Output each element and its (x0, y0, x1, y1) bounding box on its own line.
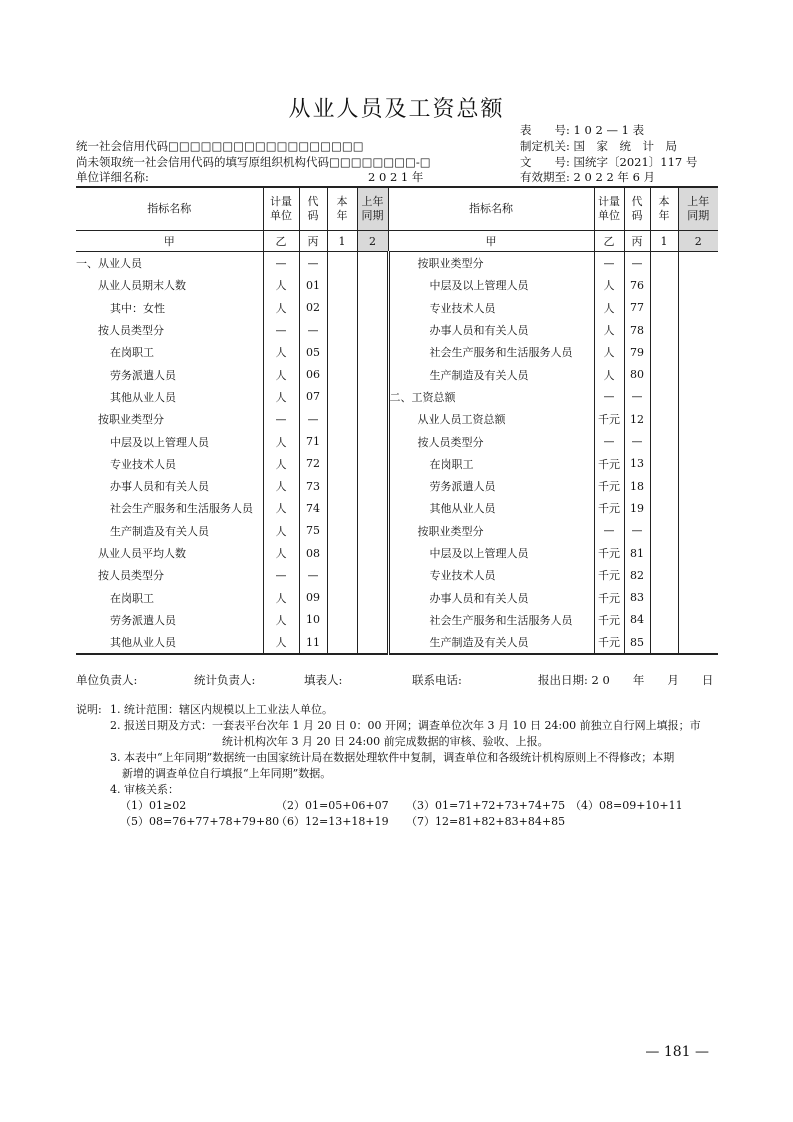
unit-cell-right: 人 (594, 319, 624, 341)
org-code-line: 尚未领取统一社会信用代码的填写原组织机构代码□□□□□□□□-□ (76, 155, 431, 169)
last-year-cell-right[interactable] (678, 341, 718, 363)
last-year-cell-right[interactable] (678, 475, 718, 497)
code-cell-right: — (624, 430, 650, 452)
table-row (76, 363, 718, 385)
last-year-cell-right[interactable] (678, 274, 718, 296)
code-cell: 01 (299, 274, 327, 296)
unit-cell: 人 (263, 386, 299, 408)
table-row (76, 586, 718, 608)
this-year-cell-right[interactable] (650, 564, 678, 586)
header-this-year-right: 本 年 (650, 188, 678, 231)
code-cell-right: 79 (624, 341, 650, 363)
unit-cell-right: — (594, 430, 624, 452)
indicator-name-right: 办事人员和有关人员 (388, 586, 594, 608)
this-year-cell-right[interactable] (650, 363, 678, 385)
credit-code-line: 统一社会信用代码□□□□□□□□□□□□□□□□□□ (76, 139, 364, 153)
last-year-cell-right[interactable] (678, 520, 718, 542)
unit-cell: 人 (263, 475, 299, 497)
this-year-cell-right[interactable] (650, 252, 678, 275)
unit-cell: 人 (263, 453, 299, 475)
audit-item: （3）01=71+72+73+74+75 (406, 799, 566, 812)
code-cell: 05 (299, 341, 327, 363)
last-year-cell[interactable] (357, 453, 388, 475)
indicator-name-right: 按职业类型分 (388, 520, 594, 542)
table-row (76, 252, 718, 275)
header-code-right: 代 码 (624, 188, 650, 231)
code-cell: — (299, 319, 327, 341)
this-year-cell-right[interactable] (650, 497, 678, 519)
last-year-cell[interactable] (357, 631, 388, 654)
this-year-cell[interactable] (327, 408, 357, 430)
code-cell-right: 76 (624, 274, 650, 296)
last-year-cell-right[interactable] (678, 631, 718, 654)
header-unit: 计量 单位 (263, 188, 299, 231)
this-year-cell-right[interactable] (650, 609, 678, 631)
last-year-cell[interactable] (357, 252, 388, 275)
last-year-cell-right[interactable] (678, 363, 718, 385)
code-cell-right: 84 (624, 609, 650, 631)
sub-code: 丙 (299, 231, 327, 252)
table-row (76, 453, 718, 475)
header-indicator-name-right: 指标名称 (388, 188, 594, 231)
last-year-cell-right[interactable] (678, 564, 718, 586)
this-year-cell[interactable] (327, 453, 357, 475)
this-year-cell[interactable] (327, 564, 357, 586)
note-1: 1. 统计范围：辖区内规模以上工业法人单位。 (110, 703, 333, 716)
table-row (76, 542, 718, 564)
code-cell-right: 83 (624, 586, 650, 608)
header-last-year: 上年 同期 (357, 188, 388, 231)
unit-cell: 人 (263, 586, 299, 608)
last-year-cell-right[interactable] (678, 586, 718, 608)
unit-cell-right: 千元 (594, 564, 624, 586)
indicator-name-right: 二、工资总额 (388, 386, 594, 408)
unit-cell-right: 人 (594, 363, 624, 385)
indicator-name: 劳务派遣人员 (110, 368, 176, 382)
indicator-name: 在岗职工 (110, 591, 154, 605)
this-year-cell[interactable] (327, 586, 357, 608)
code-cell: 02 (299, 297, 327, 319)
table-row (76, 520, 718, 542)
header-this-year: 本 年 (327, 188, 357, 231)
this-year-cell-right[interactable] (650, 319, 678, 341)
this-year-cell[interactable] (327, 274, 357, 296)
unit-cell-right: — (594, 386, 624, 408)
audit-item: （4）08=09+10+11 (570, 799, 683, 812)
note-3a: 3. 本表中“上年同期”数据统一由国家统计局在数据处理软件中复制，调查单位和各级统计机构原则上不得修改；本期 (110, 751, 675, 764)
code-cell: 07 (299, 386, 327, 408)
phone-label: 联系电话: (412, 673, 462, 687)
unit-cell: 人 (263, 341, 299, 363)
indicator-name-right: 中层及以上管理人员 (388, 542, 594, 564)
indicator-name: 办事人员和有关人员 (110, 480, 209, 494)
unit-cell: 人 (263, 520, 299, 542)
code-cell-right: 85 (624, 631, 650, 654)
table-row (76, 475, 718, 497)
unit-cell: — (263, 564, 299, 586)
audit-item: （2）01=05+06+07 (276, 799, 389, 812)
last-year-cell-right[interactable] (678, 497, 718, 519)
last-year-cell[interactable] (357, 363, 388, 385)
last-year-cell-right[interactable] (678, 542, 718, 564)
code-cell: — (299, 564, 327, 586)
indicator-name: 其中：女性 (110, 301, 165, 315)
indicator-name: 其他从业人员 (76, 631, 263, 654)
unit-cell-right: 千元 (594, 542, 624, 564)
indicator-name: 中层及以上管理人员 (110, 435, 209, 449)
code-cell-right: 12 (624, 408, 650, 430)
code-cell-right: — (624, 520, 650, 542)
this-year-cell-right[interactable] (650, 542, 678, 564)
this-year-cell[interactable] (327, 497, 357, 519)
table-subheader-row (76, 231, 718, 252)
last-year-cell-right[interactable] (678, 453, 718, 475)
unit-cell: 人 (263, 430, 299, 452)
last-year-cell[interactable] (357, 408, 388, 430)
indicator-name: 其他从业人员 (110, 390, 176, 404)
form-number: 表 号: 1 0 2 — 1 表 (520, 123, 645, 137)
code-cell: — (299, 252, 327, 275)
indicator-name-right: 专业技术人员 (388, 564, 594, 586)
indicator-name-right: 社会生产服务和生活服务人员 (388, 341, 594, 363)
last-year-cell[interactable] (357, 274, 388, 296)
last-year-cell-right[interactable] (678, 386, 718, 408)
indicator-table (76, 188, 718, 655)
indicator-name: 按人员类型分 (98, 569, 164, 583)
last-year-cell[interactable] (357, 319, 388, 341)
unit-cell-right: 千元 (594, 497, 624, 519)
this-year-cell[interactable] (327, 609, 357, 631)
indicator-name-right: 在岗职工 (388, 453, 594, 475)
indicator-name: 生产制造及有关人员 (110, 524, 209, 538)
table-row (76, 297, 718, 319)
filler-label: 填表人: (304, 673, 343, 687)
indicator-name-right: 从业人员工资总额 (388, 408, 594, 430)
this-year-cell[interactable] (327, 297, 357, 319)
last-year-cell-right[interactable] (678, 319, 718, 341)
sub-name: 甲 (76, 231, 263, 252)
indicator-name: 在岗职工 (110, 346, 154, 360)
unit-cell: 人 (263, 609, 299, 631)
sub-name-right: 甲 (388, 231, 594, 252)
unit-cell-right: 千元 (594, 475, 624, 497)
this-year-cell-right[interactable] (650, 274, 678, 296)
last-year-cell[interactable] (357, 542, 388, 564)
code-cell-right: — (624, 386, 650, 408)
this-year-cell-right[interactable] (650, 631, 678, 654)
indicator-name-right: 专业技术人员 (388, 297, 594, 319)
indicator-name-right: 中层及以上管理人员 (388, 274, 594, 296)
this-year-cell[interactable] (327, 430, 357, 452)
table-header-row (76, 188, 718, 231)
indicator-name-right: 生产制造及有关人员 (388, 631, 594, 654)
indicator-name-right: 其他从业人员 (388, 497, 594, 519)
code-cell: 75 (299, 520, 327, 542)
last-year-cell-right[interactable] (678, 408, 718, 430)
unit-cell-right: 千元 (594, 609, 624, 631)
code-cell-right: 18 (624, 475, 650, 497)
unit-name-label: 单位详细名称: (76, 170, 149, 184)
header-indicator-name: 指标名称 (76, 188, 263, 231)
table-row (76, 319, 718, 341)
notes-section (76, 702, 726, 830)
code-cell-right: 82 (624, 564, 650, 586)
last-year-cell[interactable] (357, 609, 388, 631)
indicator-name-right: 办事人员和有关人员 (388, 319, 594, 341)
notes-label: 说明: (76, 703, 102, 716)
this-year-cell[interactable] (327, 520, 357, 542)
code-cell-right: — (624, 252, 650, 275)
unit-cell-right: 人 (594, 297, 624, 319)
audit-item: （7）12=81+82+83+84+85 (406, 815, 566, 828)
last-year-cell[interactable] (357, 564, 388, 586)
unit-cell-right: 人 (594, 274, 624, 296)
code-cell-right: 77 (624, 297, 650, 319)
unit-cell: 人 (263, 297, 299, 319)
unit-cell: — (263, 408, 299, 430)
unit-cell-right: 千元 (594, 631, 624, 654)
unit-cell: 人 (263, 363, 299, 385)
this-year-cell[interactable] (327, 319, 357, 341)
unit-cell-right: — (594, 520, 624, 542)
indicator-name: 从业人员期末人数 (98, 279, 186, 293)
unit-cell-right: 千元 (594, 408, 624, 430)
this-year-cell[interactable] (327, 341, 357, 363)
code-cell-right: 19 (624, 497, 650, 519)
sub-unit-right: 乙 (594, 231, 624, 252)
sub-this: 1 (327, 231, 357, 252)
note-2a: 2. 报送日期及方式：一套表平台次年 1 月 20 日 0：00 开网；调查单位次年 3 月 10 日 24:00 前独立自行网上填报；市 (110, 719, 701, 732)
unit-cell: 人 (263, 497, 299, 519)
header-last-year-right: 上年 同期 (678, 188, 718, 231)
document-number: 文 号: 国统字〔2021〕117 号 (520, 155, 698, 169)
this-year-cell[interactable] (327, 542, 357, 564)
code-cell-right: 81 (624, 542, 650, 564)
table-row (76, 631, 718, 654)
valid-until: 有效期至: 2 0 2 2 年 6 月 (520, 170, 656, 184)
indicator-name: 按职业类型分 (98, 413, 164, 427)
page-number: — 181 — (645, 1044, 709, 1060)
unit-cell: — (263, 319, 299, 341)
table-row (76, 386, 718, 408)
note-2b: 统计机构次年 3 月 20 日 24:00 前完成数据的审核、验收、上报。 (222, 735, 549, 748)
this-year-cell-right[interactable] (650, 408, 678, 430)
last-year-cell-right[interactable] (678, 609, 718, 631)
code-cell: 08 (299, 542, 327, 564)
issuing-authority: 制定机关: 国 家 统 计 局 (520, 139, 678, 153)
indicator-name: 一、从业人员 (76, 257, 142, 271)
form-title: 从业人员及工资总额 (288, 97, 505, 122)
indicator-name: 社会生产服务和生活服务人员 (110, 502, 253, 516)
unit-cell: 人 (263, 542, 299, 564)
this-year-cell-right[interactable] (650, 297, 678, 319)
this-year-cell-right[interactable] (650, 341, 678, 363)
this-year-cell-right[interactable] (650, 453, 678, 475)
indicator-name: 劳务派遣人员 (110, 613, 176, 627)
note-4: 4. 审核关系： (110, 783, 179, 796)
unit-cell: 人 (263, 274, 299, 296)
last-year-cell-right[interactable] (678, 430, 718, 452)
sub-this-right: 1 (650, 231, 678, 252)
this-year-cell[interactable] (327, 386, 357, 408)
code-cell: 72 (299, 453, 327, 475)
table-row (76, 274, 718, 296)
indicator-name: 专业技术人员 (110, 457, 176, 471)
last-year-cell[interactable] (357, 497, 388, 519)
this-year-cell-right[interactable] (650, 386, 678, 408)
code-cell: 11 (299, 631, 327, 654)
this-year-cell[interactable] (327, 363, 357, 385)
code-cell-right: 80 (624, 363, 650, 385)
sub-last: 2 (357, 231, 388, 252)
indicator-name: 从业人员平均人数 (98, 547, 186, 560)
unit-cell: — (263, 252, 299, 275)
last-year-cell[interactable] (357, 520, 388, 542)
sub-code-right: 丙 (624, 231, 650, 252)
table-row (76, 408, 718, 430)
this-year-cell-right[interactable] (650, 586, 678, 608)
last-year-cell[interactable] (357, 586, 388, 608)
this-year-cell-right[interactable] (650, 475, 678, 497)
code-cell-right: 13 (624, 453, 650, 475)
code-cell: 74 (299, 497, 327, 519)
unit-cell-right: — (594, 252, 624, 275)
table-row (76, 430, 718, 452)
indicator-name-right: 劳务派遣人员 (388, 475, 594, 497)
sub-last-right: 2 (678, 231, 718, 252)
unit-cell-right: 千元 (594, 453, 624, 475)
note-3b: 新增的调查单位自行填报“上年同期”数据。 (122, 767, 332, 780)
report-date-label: 报出日期: 2 0 年 月 日 (538, 673, 714, 687)
last-year-cell[interactable] (357, 341, 388, 363)
last-year-cell[interactable] (357, 475, 388, 497)
code-cell: 73 (299, 475, 327, 497)
last-year-cell[interactable] (357, 297, 388, 319)
audit-item: （6）12=13+18+19 (276, 815, 389, 828)
indicator-name-right: 社会生产服务和生活服务人员 (388, 609, 594, 631)
indicator-name-right: 按人员类型分 (388, 430, 594, 452)
report-year: 2 0 2 1 年 (368, 170, 424, 184)
last-year-cell[interactable] (357, 386, 388, 408)
last-year-cell-right[interactable] (678, 252, 718, 275)
code-cell: 71 (299, 430, 327, 452)
this-year-cell-right[interactable] (650, 430, 678, 452)
code-cell: 09 (299, 586, 327, 608)
indicator-name-right: 生产制造及有关人员 (388, 363, 594, 385)
code-cell: 10 (299, 609, 327, 631)
this-year-cell[interactable] (327, 475, 357, 497)
table-row (76, 497, 718, 519)
header-unit-right: 计量 单位 (594, 188, 624, 231)
audit-item: （1）01≥02 (120, 799, 187, 812)
this-year-cell[interactable] (327, 631, 357, 654)
unit-cell-right: 人 (594, 341, 624, 363)
stat-head-label: 统计负责人: (194, 673, 256, 687)
indicator-name-right: 按职业类型分 (388, 252, 594, 275)
code-cell: 06 (299, 363, 327, 385)
indicator-name: 按人员类型分 (98, 324, 164, 338)
unit-cell: 人 (263, 631, 299, 654)
audit-relations (76, 798, 726, 830)
this-year-cell-right[interactable] (650, 520, 678, 542)
table-row (76, 341, 718, 363)
audit-item: （5）08=76+77+78+79+80 (120, 815, 280, 828)
code-cell: — (299, 408, 327, 430)
code-cell-right: 78 (624, 319, 650, 341)
last-year-cell-right[interactable] (678, 297, 718, 319)
unit-head-label: 单位负责人: (76, 673, 138, 687)
this-year-cell[interactable] (327, 252, 357, 275)
sub-unit: 乙 (263, 231, 299, 252)
table-row (76, 609, 718, 631)
table-row (76, 564, 718, 586)
unit-cell-right: 千元 (594, 586, 624, 608)
header-code: 代 码 (299, 188, 327, 231)
last-year-cell[interactable] (357, 430, 388, 452)
